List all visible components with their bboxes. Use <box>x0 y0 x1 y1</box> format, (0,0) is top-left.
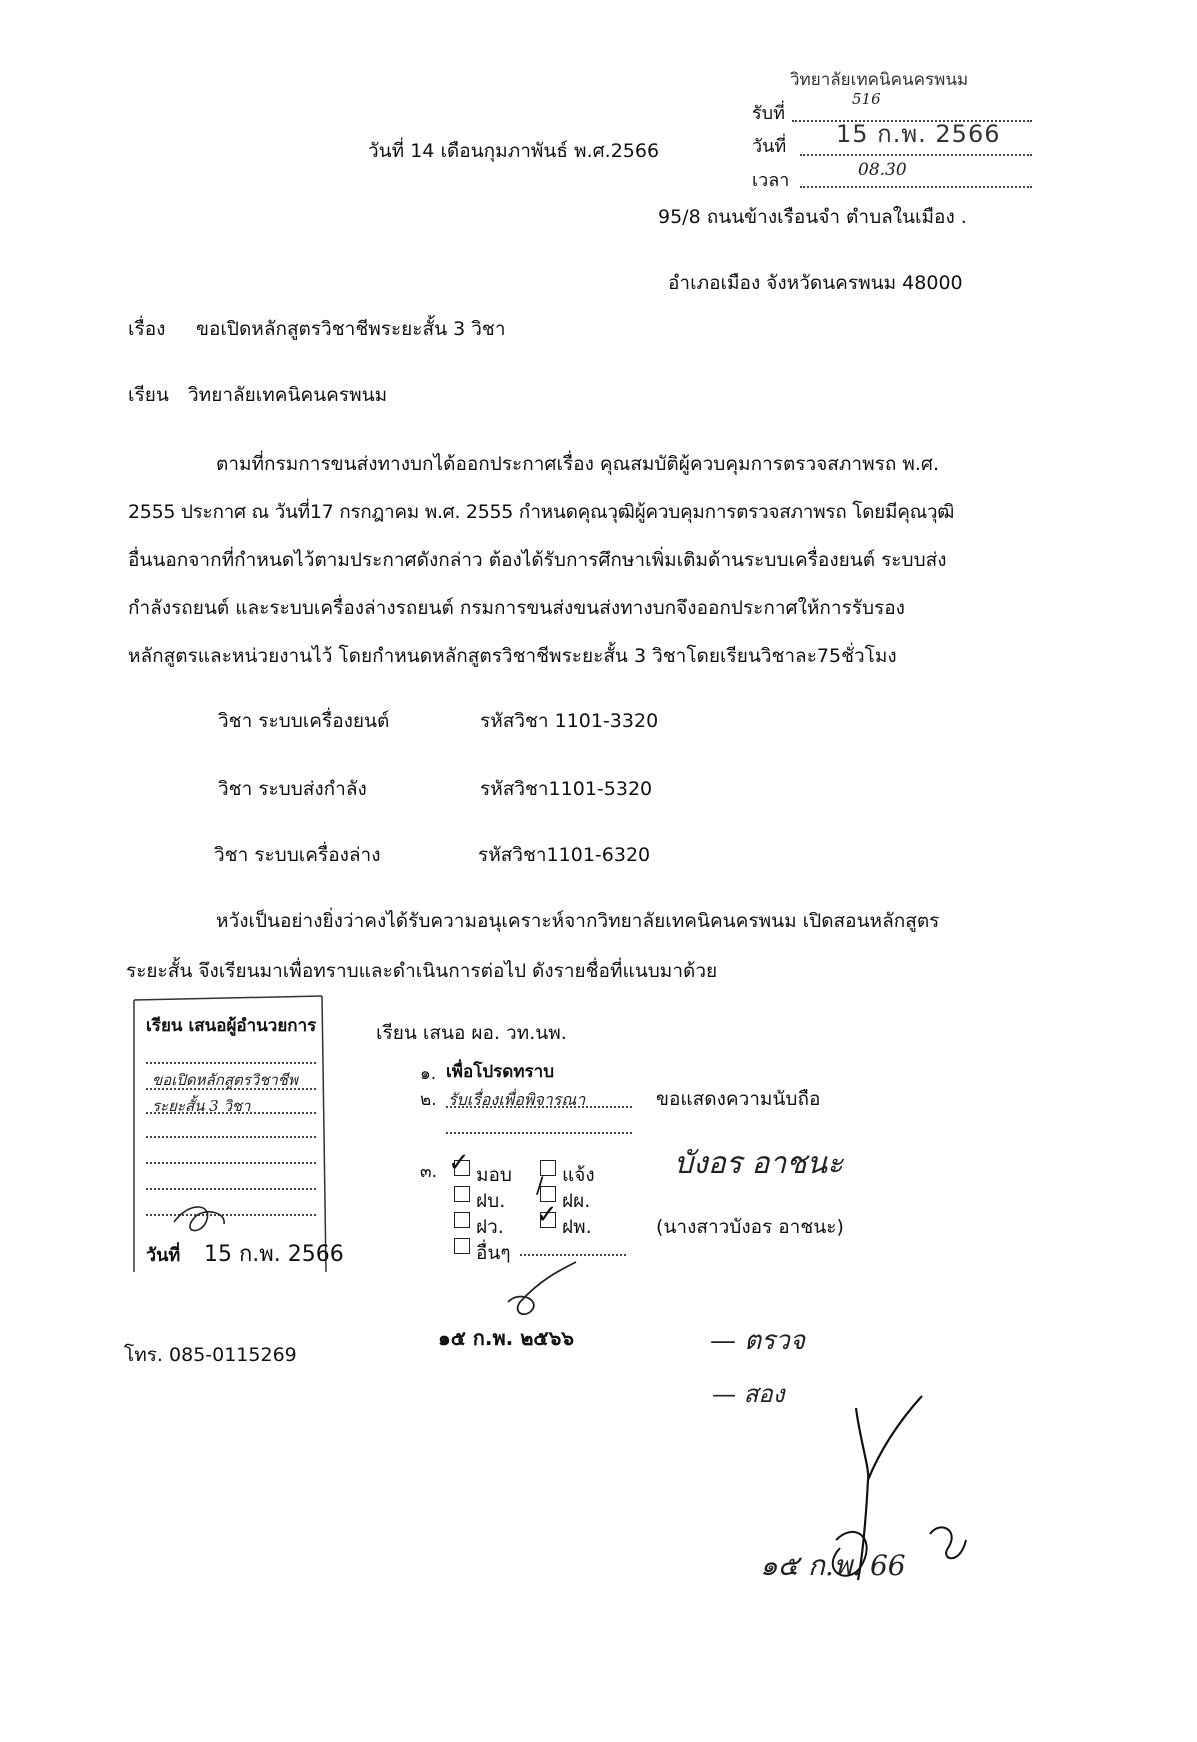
phone: โทร. 085-0115269 <box>124 1344 297 1366</box>
body-line: 2555 ประกาศ ณ วันที่17 กรกฎาคม พ.ศ. 2555 กำหนดคุณวุฒิผู้ควบคุมการตรวจสภาพรถ โดยมีคุณวุฒิ <box>128 501 955 523</box>
course-name: วิชา ระบบเครื่องยนต์ <box>218 710 390 732</box>
routing-item1: เพื่อโปรดทราบ <box>446 1062 554 1082</box>
signer-name: (นางสาวบังอร อาชนะ) <box>656 1216 844 1238</box>
handwritten-note: — สอง <box>712 1380 785 1408</box>
director-stamp-title: เรียน เสนอผู้อำนวยการ <box>146 1016 317 1036</box>
closing-line: ระยะสั้น จึงเรียนมาเพื่อทราบและดำเนินการต่อไป ดังรายชื่อที่แนบมาด้วย <box>126 960 718 982</box>
option-label: ฝว. <box>476 1216 504 1238</box>
option-label: ฝบ. <box>476 1190 506 1212</box>
handwritten-date: ๑๕ ก.พ. 66 <box>760 1549 906 1582</box>
routing-item2-no: ๒. <box>420 1090 437 1110</box>
body-line: ตามที่กรมการขนส่งทางบกได้ออกประกาศเรื่อง คุณสมบัติผู้ควบคุมการตรวจสภาพรถ พ.ศ. <box>216 453 940 475</box>
receipt-date: 15 ก.พ. 2566 <box>836 120 1001 148</box>
course-code: รหัสวิชา1101-6320 <box>478 844 651 866</box>
receipt-org: วิทยาลัยเทคนิคนครพนม <box>790 70 969 90</box>
option-label: ฝผ. <box>562 1190 591 1212</box>
director-note-line2: ระยะสั้น 3 วิชา <box>152 1097 251 1115</box>
signature: บังอร อาชนะ <box>674 1146 844 1181</box>
closing-line: หวังเป็นอย่างยิ่งว่าคงได้รับความอนุเคราะห์จากวิทยาลัยเทคนิคนครพนม เปิดสอนหลักสูตร <box>216 910 940 932</box>
director-stamp-date-label: วันที่ <box>146 1245 181 1266</box>
check-mark-icon: / <box>536 1174 544 1199</box>
body-line: หลักสูตรและหน่วยงานไว้ โดยกำหนดหลักสูตรวิชาชีพระยะสั้น 3 วิชาโดยเรียนวิชาละ75ชั่วโมง <box>128 645 897 667</box>
course-name: วิชา ระบบเครื่องล่าง <box>214 844 381 866</box>
option-label: อื่นๆ <box>476 1242 511 1264</box>
option-label: แจ้ง <box>562 1164 595 1186</box>
routing-item2: รับเรื่องเพื่อพิจารณา <box>448 1090 586 1109</box>
option-label: ฝพ. <box>562 1216 592 1238</box>
routing-date: ๑๕ ก.พ. ๒๕๖๖ <box>438 1326 574 1350</box>
course-name: วิชา ระบบส่งกำลัง <box>218 778 367 800</box>
body-line: กำลังรถยนต์ และระบบเครื่องล่างรถยนต์ กรมการขนส่งขนส่งทางบกจึงออกประกาศให้การรับรอง <box>128 597 905 619</box>
receipt-time-label: เวลา <box>752 170 790 191</box>
received-no-label: รับที่ <box>752 103 785 124</box>
received-no: 516 <box>852 90 881 108</box>
option-label: มอบ <box>476 1164 512 1186</box>
routing-item1-no: ๑. <box>420 1064 437 1084</box>
course-code: รหัสวิชา 1101-3320 <box>480 710 659 732</box>
routing-header: เรียน เสนอ ผอ. วท.นพ. <box>376 1022 567 1044</box>
course-code: รหัสวิชา1101-5320 <box>480 778 653 800</box>
check-mark-icon: ✓ <box>448 1148 470 1178</box>
subject-label: เรื่อง <box>128 318 166 340</box>
body-line: อื่นนอกจากที่กำหนดไว้ตามประกาศดังกล่าว ต้องได้รับการศึกษาเพิ่มเติมด้านระบบเครื่องยนต์ ระบบส่ง <box>128 549 947 571</box>
director-note-line1: ขอเปิดหลักสูตรวิชาชีพ <box>152 1071 298 1089</box>
receipt-date-label: วันที่ <box>752 136 787 157</box>
check-mark-icon: ✓ <box>536 1200 558 1230</box>
subject: ขอเปิดหลักสูตรวิชาชีพระยะสั้น 3 วิชา <box>196 318 506 340</box>
receipt-time: 08.30 <box>858 160 907 180</box>
sender-address-line1: 95/8 ถนนข้างเรือนจำ ตำบลในเมือง . <box>658 206 967 228</box>
handwritten-note: — ตรวจ <box>710 1326 805 1356</box>
director-stamp-date: 15 ก.พ. 2566 <box>204 1242 344 1267</box>
salutation-label: เรียน <box>128 384 169 406</box>
sender-address-line2: อำเภอเมือง จังหวัดนครพนม 48000 <box>668 272 963 294</box>
routing-item3-no: ๓. <box>420 1162 438 1182</box>
salutation: วิทยาลัยเทคนิคนครพนม <box>188 384 388 406</box>
regards: ขอแสดงความนับถือ <box>656 1088 821 1110</box>
letter-date: วันที่ 14 เดือนกุมภาพันธ์ พ.ศ.2566 <box>368 140 660 162</box>
